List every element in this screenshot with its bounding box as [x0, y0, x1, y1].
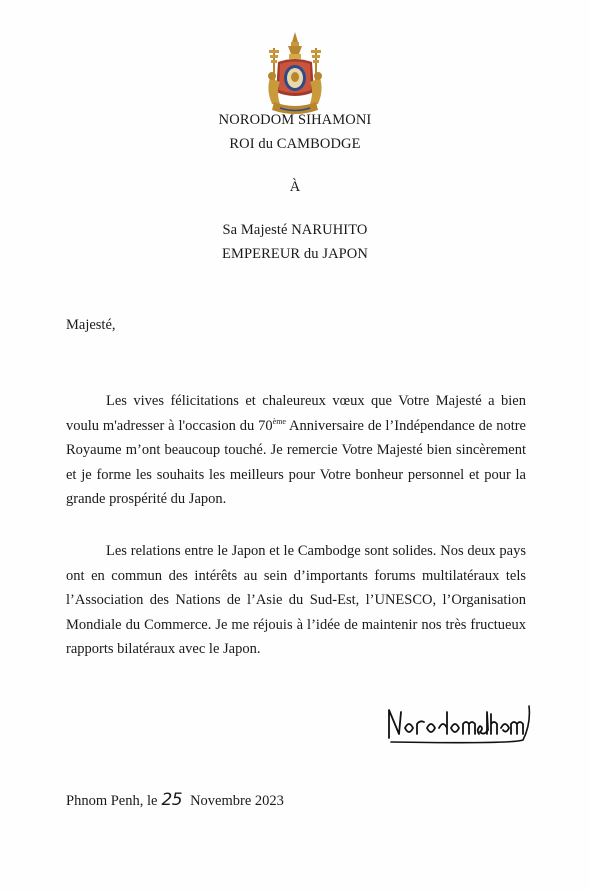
paragraph-1-part-2: Anniversaire de l’Indépendance de notre Royaume m’ont beaucoup touché. Je remercie Votre Majesté bien sincèrement et je forme les souhaits les meilleurs pour Votre bonheur personnel et pour la grande prospérité du Japon. — [66, 417, 526, 507]
sender-name: NORODOM SIHAMONI — [218, 112, 372, 128]
ordinal-superscript: ème — [272, 416, 286, 426]
royal-coat-of-arms-icon — [260, 30, 330, 120]
closing-month-year: Novembre 2023 — [190, 793, 284, 809]
sender-title: ROI du CAMBODGE — [229, 136, 361, 152]
paragraph-2-text: Les relations entre le Japon et le Cambodge sont solides. Nos deux pays ont en commun des intérêts au sein d’importants forums multilatéraux tels l’Association des Nations de l’Asie du Sud-Est, l’UNESCO, l’Organisation Mondiale du Commerce. Je me réjouis à l’idée de maintenir nos très fructueux rapports bilatéraux avec le Japon. — [66, 543, 526, 657]
salutation: Majesté, — [66, 317, 116, 333]
body-paragraph-1 — [66, 389, 526, 512]
addressee-preposition: À — [289, 179, 301, 195]
paragraph-1-part-1: Les vives félicitations et chaleureux vœux que Votre Majesté a bien voulu m'adresser à l'occasion du 70 — [66, 393, 526, 434]
date-line — [66, 790, 284, 810]
handwritten-signature — [383, 700, 533, 746]
body-paragraph-2 — [66, 539, 526, 662]
closing-place: Phnom Penh, le — [66, 793, 158, 809]
recipient-name: Sa Majesté NARUHITO — [222, 222, 368, 238]
handwritten-day: 25 — [161, 790, 183, 810]
recipient-title: EMPEREUR du JAPON — [222, 246, 368, 262]
